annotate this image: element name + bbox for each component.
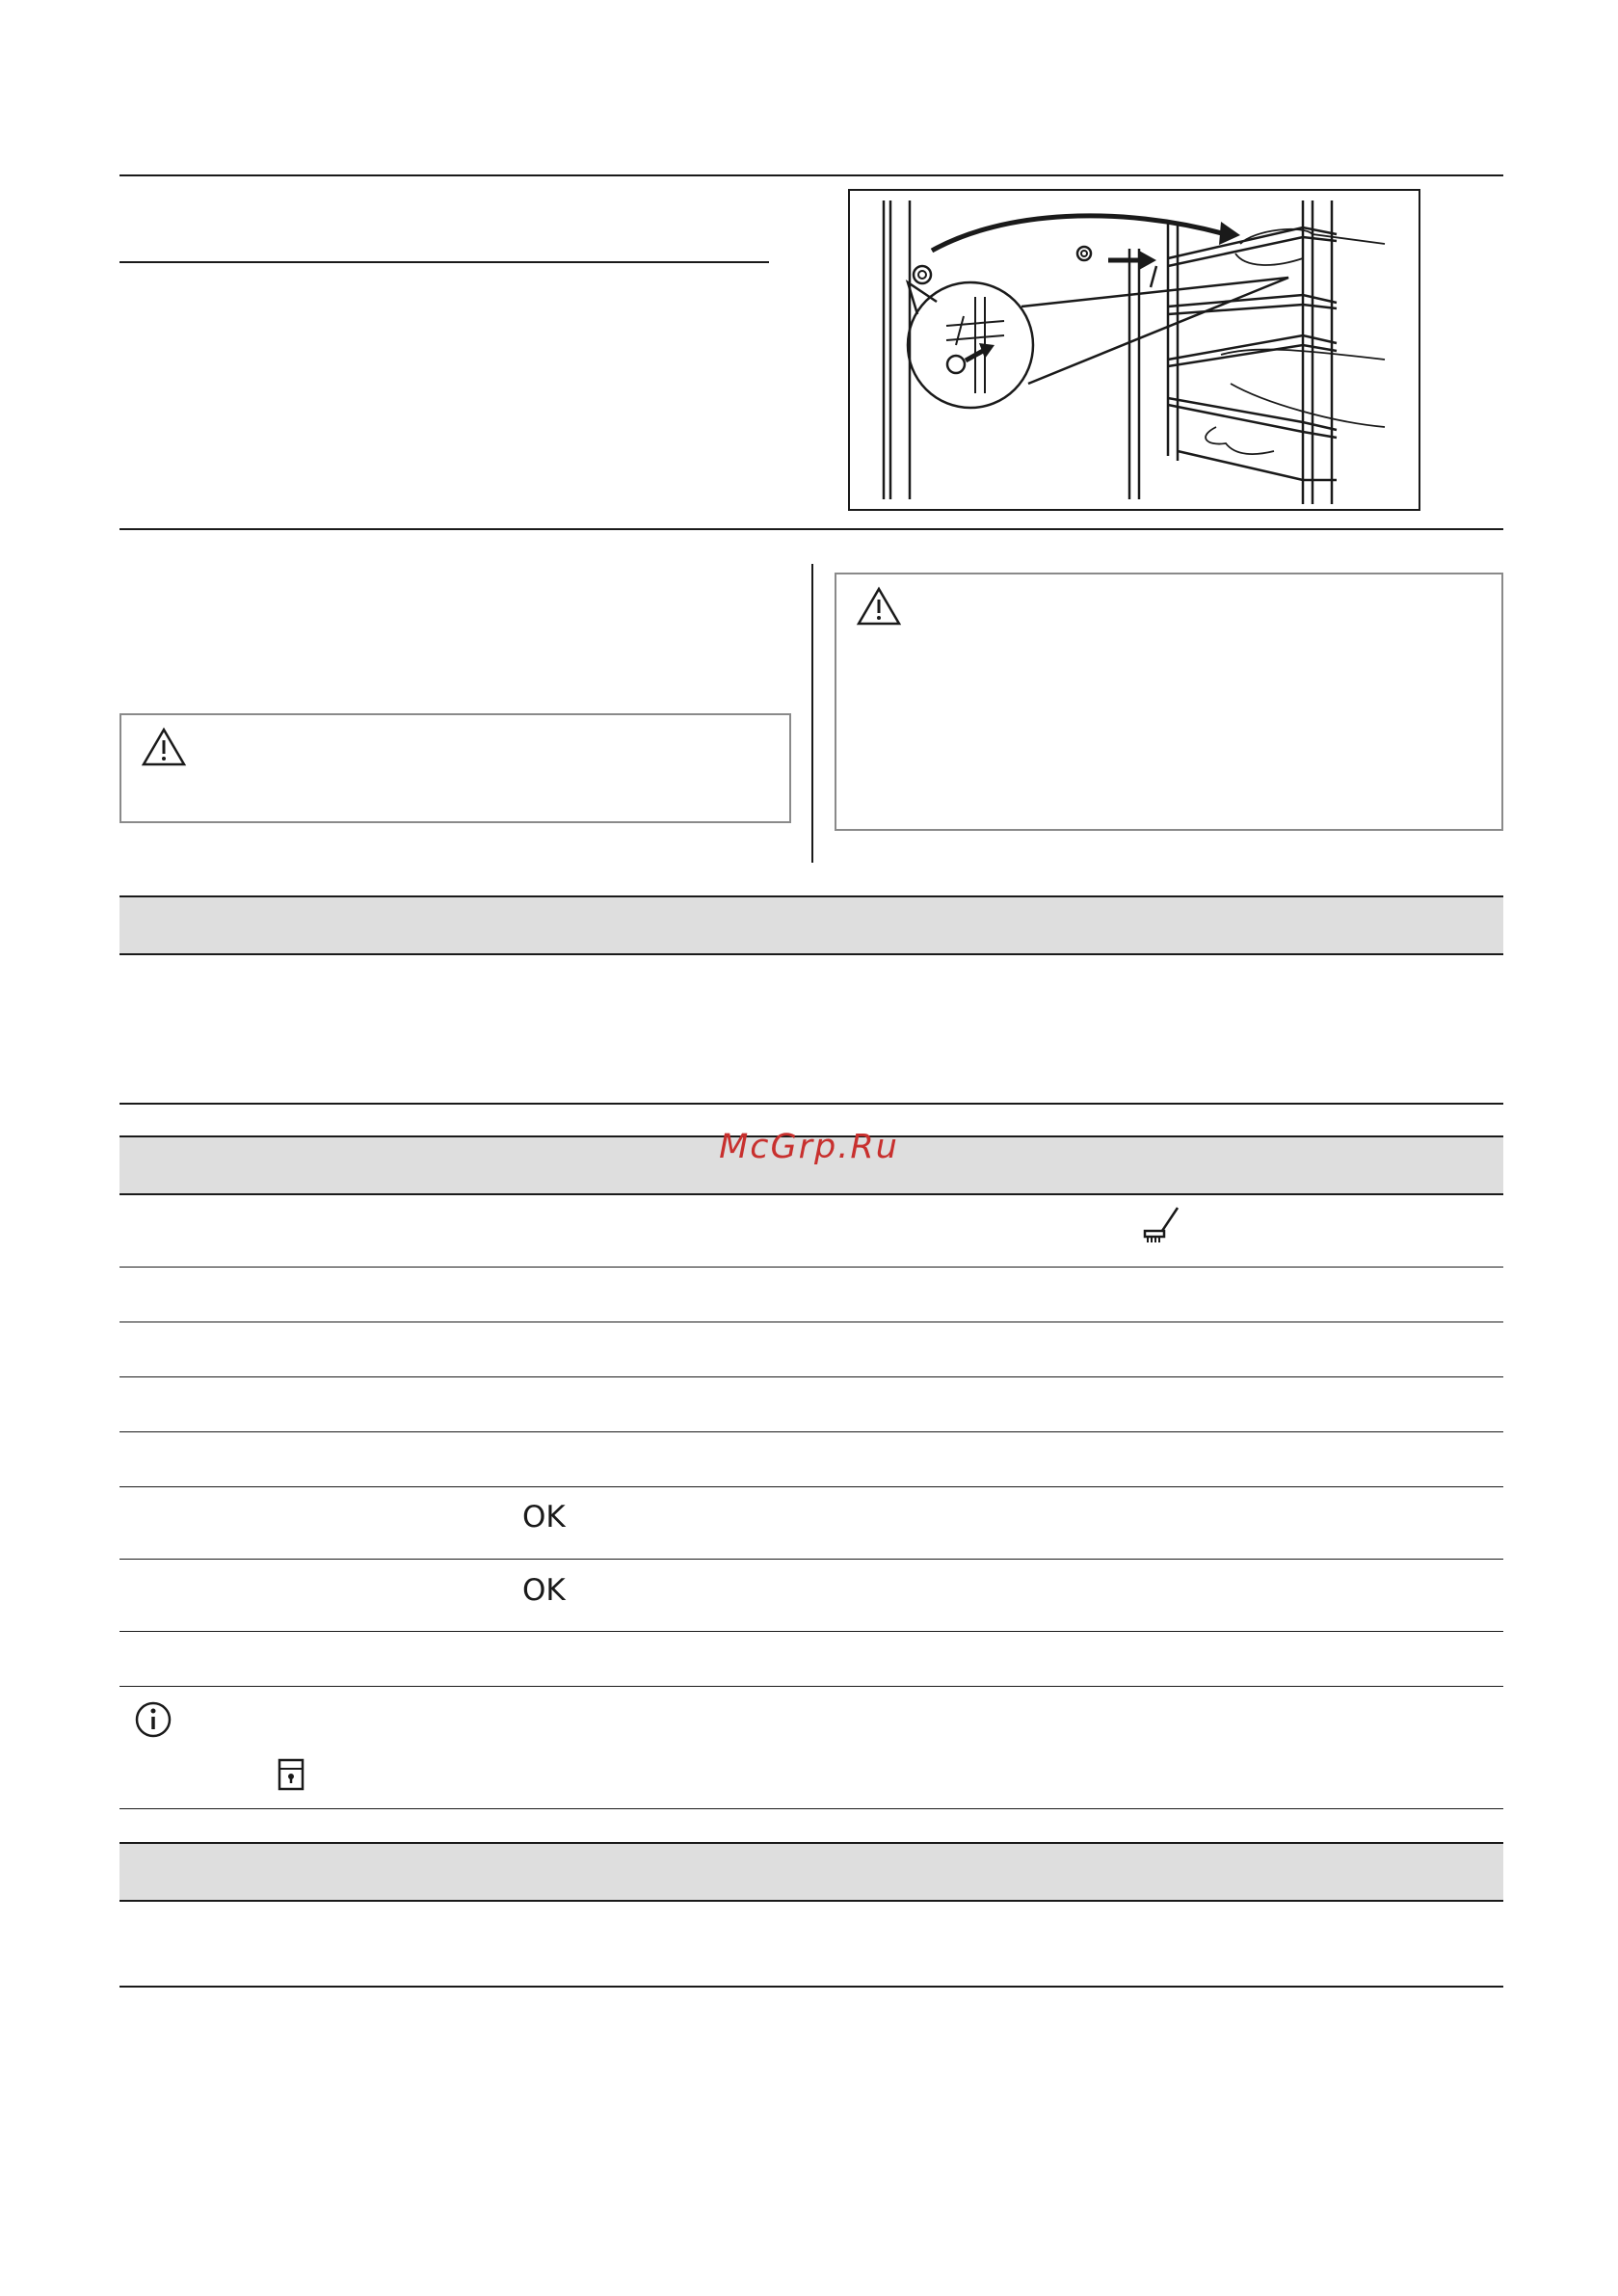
top-rule [119, 174, 1503, 176]
ok-key-label: OK [522, 1500, 566, 1535]
watermark: McGrp.Ru [719, 1128, 899, 1166]
table-row-rule [119, 1559, 1503, 1560]
warning-triangle-icon [141, 727, 187, 767]
door-lock-icon [277, 1758, 305, 1791]
bottom-rule [119, 1986, 1503, 1988]
shelf-support-illustration [848, 189, 1420, 511]
section-header-band-1 [119, 895, 1503, 955]
ok-key-label: OK [522, 1573, 566, 1608]
heading-underline [119, 261, 769, 263]
warning-box-right [835, 573, 1503, 831]
table-row-rule [119, 1431, 1503, 1432]
table-row-rule [119, 1376, 1503, 1377]
cleaning-brush-icon [1141, 1206, 1181, 1246]
section-header-band-3 [119, 1842, 1503, 1902]
table-row-rule [119, 1267, 1503, 1268]
section-rule-2 [119, 1103, 1503, 1105]
info-icon [134, 1700, 172, 1739]
table-row-rule [119, 1631, 1503, 1632]
warning-box-left [119, 713, 791, 823]
section-rule-1 [119, 528, 1503, 530]
note-rule [119, 1808, 1503, 1809]
shelf-support-drawing [850, 191, 1419, 509]
warning-triangle-icon [856, 586, 902, 627]
column-divider [811, 564, 813, 863]
table-row-rule [119, 1486, 1503, 1487]
table-row-rule [119, 1686, 1503, 1687]
